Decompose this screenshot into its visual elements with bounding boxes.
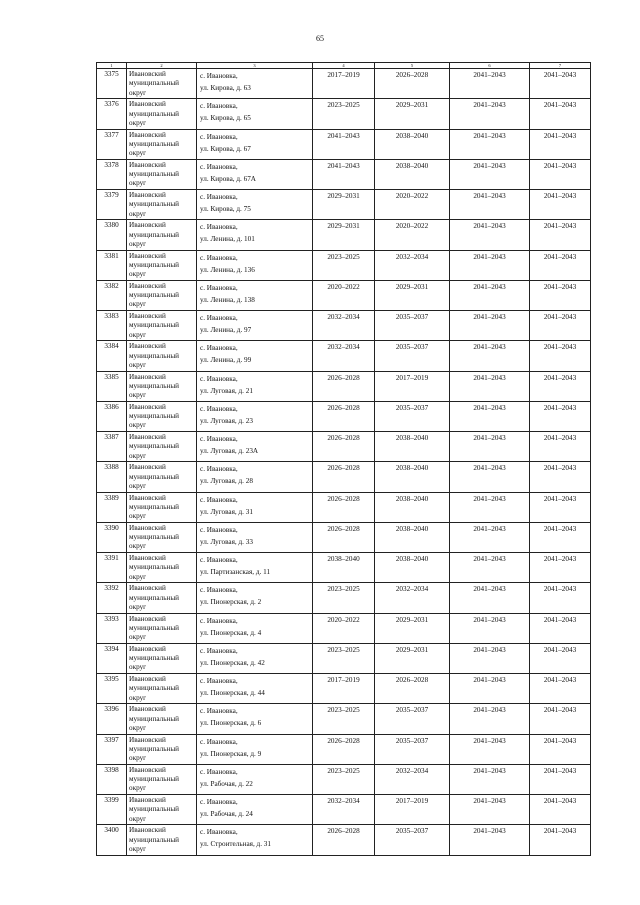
address-cell bbox=[197, 795, 313, 825]
period-d-cell: 2041–2043 bbox=[530, 311, 591, 341]
address-street: ул. Луговая, д. 33 bbox=[200, 537, 253, 546]
table-row bbox=[97, 704, 591, 734]
period-d-cell: 2041–2043 bbox=[530, 734, 591, 764]
period-d-cell: 2041–2043 bbox=[530, 462, 591, 492]
period-d-cell: 2041–2043 bbox=[530, 190, 591, 220]
district-cell: Ивановский муниципальный округ bbox=[127, 734, 197, 764]
district-cell: Ивановский муниципальный округ bbox=[127, 69, 197, 99]
district-cell: Ивановский муниципальный округ bbox=[127, 643, 197, 673]
address-locality: с. Ивановка, bbox=[200, 162, 238, 171]
address-street: ул. Кирова, д. 65 bbox=[200, 114, 251, 123]
address-locality: с. Ивановка, bbox=[200, 767, 238, 776]
row-number-cell: 3383 bbox=[97, 311, 127, 341]
period-c-cell: 2041–2043 bbox=[450, 553, 530, 583]
period-c-cell: 2041–2043 bbox=[450, 583, 530, 613]
period-a-cell: 2041–2043 bbox=[313, 159, 375, 189]
period-d-cell: 2041–2043 bbox=[530, 280, 591, 310]
column-number: 6 bbox=[450, 63, 530, 69]
period-c-cell: 2041–2043 bbox=[450, 492, 530, 522]
district-cell: Ивановский муниципальный округ bbox=[127, 341, 197, 371]
period-d-cell: 2041–2043 bbox=[530, 432, 591, 462]
address-cell bbox=[197, 250, 313, 280]
address-street: ул. Луговая, д. 21 bbox=[200, 386, 253, 395]
period-b-cell: 2038–2040 bbox=[375, 492, 450, 522]
table-row bbox=[97, 280, 591, 310]
period-b-cell: 2029–2031 bbox=[375, 280, 450, 310]
period-d-cell: 2041–2043 bbox=[530, 492, 591, 522]
period-d-cell: 2041–2043 bbox=[530, 159, 591, 189]
district-cell: Ивановский муниципальный округ bbox=[127, 583, 197, 613]
address-street: ул. Кирова, д. 63 bbox=[200, 84, 251, 92]
address-cell bbox=[197, 462, 313, 492]
column-number: 7 bbox=[530, 63, 591, 69]
row-number-cell: 3400 bbox=[97, 825, 127, 855]
period-d-cell: 2041–2043 bbox=[530, 220, 591, 250]
period-d-cell: 2041–2043 bbox=[530, 764, 591, 794]
period-a-cell: 2032–2034 bbox=[313, 311, 375, 341]
row-number-cell: 3381 bbox=[97, 250, 127, 280]
table-row bbox=[97, 69, 591, 99]
period-a-cell: 2020–2022 bbox=[313, 280, 375, 310]
district-cell: Ивановский муниципальный округ bbox=[127, 250, 197, 280]
address-street: ул. Пионерская, д. 44 bbox=[200, 689, 265, 697]
address-locality: с. Ивановка, bbox=[200, 314, 238, 322]
period-b-cell: 2035–2037 bbox=[375, 704, 450, 734]
address-street: ул. Строительная, д. 31 bbox=[200, 840, 271, 849]
address-cell bbox=[197, 492, 313, 522]
district-cell: Ивановский муниципальный округ bbox=[127, 825, 197, 855]
period-b-cell: 2032–2034 bbox=[375, 583, 450, 613]
address-locality: с. Ивановка, bbox=[200, 132, 238, 141]
table-row bbox=[97, 371, 591, 401]
period-b-cell: 2035–2037 bbox=[375, 341, 450, 371]
row-number-cell: 3378 bbox=[97, 159, 127, 189]
table-row bbox=[97, 462, 591, 492]
district-cell: Ивановский муниципальный округ bbox=[127, 764, 197, 794]
address-locality: с. Ивановка, bbox=[200, 283, 238, 292]
address-street: ул. Партизанская, д. 11 bbox=[200, 568, 271, 576]
address-locality: с. Ивановка, bbox=[200, 465, 238, 474]
table-row bbox=[97, 220, 591, 250]
period-b-cell: 2017–2019 bbox=[375, 371, 450, 401]
period-a-cell: 2032–2034 bbox=[313, 341, 375, 371]
table-row bbox=[97, 129, 591, 159]
district-cell: Ивановский муниципальный округ bbox=[127, 613, 197, 643]
address-cell bbox=[197, 764, 313, 794]
period-c-cell: 2041–2043 bbox=[450, 674, 530, 704]
address-locality: с. Ивановка, bbox=[200, 616, 238, 625]
period-d-cell: 2041–2043 bbox=[530, 583, 591, 613]
address-street: ул. Пионерская, д. 2 bbox=[200, 598, 262, 607]
table-row bbox=[97, 825, 591, 855]
district-cell: Ивановский муниципальный округ bbox=[127, 99, 197, 129]
period-d-cell: 2041–2043 bbox=[530, 825, 591, 855]
period-b-cell: 2020–2022 bbox=[375, 220, 450, 250]
period-a-cell: 2023–2025 bbox=[313, 583, 375, 613]
address-cell bbox=[197, 99, 313, 129]
table-row bbox=[97, 795, 591, 825]
period-a-cell: 2017–2019 bbox=[313, 674, 375, 704]
district-cell: Ивановский муниципальный округ bbox=[127, 704, 197, 734]
period-a-cell: 2041–2043 bbox=[313, 129, 375, 159]
period-d-cell: 2041–2043 bbox=[530, 643, 591, 673]
address-cell bbox=[197, 613, 313, 643]
period-a-cell: 2020–2022 bbox=[313, 613, 375, 643]
district-cell: Ивановский муниципальный округ bbox=[127, 553, 197, 583]
table-row bbox=[97, 583, 591, 613]
table-row bbox=[97, 553, 591, 583]
table-row bbox=[97, 492, 591, 522]
address-locality: с. Ивановка, bbox=[200, 737, 238, 746]
address-locality: с. Ивановка, bbox=[200, 798, 238, 806]
period-d-cell: 2041–2043 bbox=[530, 795, 591, 825]
address-cell bbox=[197, 583, 313, 613]
period-a-cell: 2026–2028 bbox=[313, 462, 375, 492]
period-c-cell: 2041–2043 bbox=[450, 643, 530, 673]
period-c-cell: 2041–2043 bbox=[450, 341, 530, 371]
period-c-cell: 2041–2043 bbox=[450, 613, 530, 643]
address-cell bbox=[197, 522, 313, 552]
address-locality: с. Ивановка, bbox=[200, 525, 238, 534]
district-cell: Ивановский муниципальный округ bbox=[127, 795, 197, 825]
address-locality: с. Ивановка, bbox=[200, 556, 238, 564]
district-cell: Ивановский муниципальный округ bbox=[127, 280, 197, 310]
address-street: ул. Ленина, д. 101 bbox=[200, 235, 255, 244]
address-cell bbox=[197, 553, 313, 583]
address-cell bbox=[197, 704, 313, 734]
period-d-cell: 2041–2043 bbox=[530, 674, 591, 704]
table-row bbox=[97, 401, 591, 431]
address-cell bbox=[197, 280, 313, 310]
district-cell: Ивановский муниципальный округ bbox=[127, 674, 197, 704]
period-d-cell: 2041–2043 bbox=[530, 371, 591, 401]
period-b-cell: 2038–2040 bbox=[375, 553, 450, 583]
period-a-cell: 2026–2028 bbox=[313, 734, 375, 764]
period-c-cell: 2041–2043 bbox=[450, 159, 530, 189]
period-c-cell: 2041–2043 bbox=[450, 401, 530, 431]
row-number-cell: 3396 bbox=[97, 704, 127, 734]
address-locality: с. Ивановка, bbox=[200, 102, 238, 111]
period-a-cell: 2026–2028 bbox=[313, 825, 375, 855]
address-street: ул. Ленина, д. 136 bbox=[200, 265, 255, 274]
row-number-cell: 3394 bbox=[97, 643, 127, 673]
row-number-cell: 3393 bbox=[97, 613, 127, 643]
table-row bbox=[97, 250, 591, 280]
period-b-cell: 2038–2040 bbox=[375, 432, 450, 462]
district-cell: Ивановский муниципальный округ bbox=[127, 129, 197, 159]
table-row bbox=[97, 432, 591, 462]
address-street: ул. Пионерская, д. 42 bbox=[200, 658, 265, 667]
address-locality: с. Ивановка, bbox=[200, 435, 238, 443]
period-b-cell: 2029–2031 bbox=[375, 643, 450, 673]
period-b-cell: 2035–2037 bbox=[375, 825, 450, 855]
address-cell bbox=[197, 129, 313, 159]
period-c-cell: 2041–2043 bbox=[450, 311, 530, 341]
period-a-cell: 2032–2034 bbox=[313, 795, 375, 825]
period-a-cell: 2038–2040 bbox=[313, 553, 375, 583]
address-street: ул. Луговая, д. 28 bbox=[200, 477, 253, 486]
period-b-cell: 2038–2040 bbox=[375, 159, 450, 189]
column-number: 4 bbox=[313, 63, 375, 69]
row-number-cell: 3377 bbox=[97, 129, 127, 159]
row-number-cell: 3395 bbox=[97, 674, 127, 704]
address-locality: с. Ивановка, bbox=[200, 72, 238, 80]
address-locality: с. Ивановка, bbox=[200, 586, 238, 595]
address-cell bbox=[197, 825, 313, 855]
period-b-cell: 2035–2037 bbox=[375, 401, 450, 431]
row-number-cell: 3397 bbox=[97, 734, 127, 764]
row-number-cell: 3387 bbox=[97, 432, 127, 462]
address-locality: с. Ивановка, bbox=[200, 193, 238, 201]
row-number-cell: 3398 bbox=[97, 764, 127, 794]
table-row bbox=[97, 522, 591, 552]
district-cell: Ивановский муниципальный округ bbox=[127, 311, 197, 341]
period-a-cell: 2026–2028 bbox=[313, 492, 375, 522]
row-number-cell: 3390 bbox=[97, 522, 127, 552]
period-d-cell: 2041–2043 bbox=[530, 613, 591, 643]
period-b-cell: 2032–2034 bbox=[375, 250, 450, 280]
address-locality: с. Ивановка, bbox=[200, 253, 238, 262]
district-cell: Ивановский муниципальный округ bbox=[127, 492, 197, 522]
period-a-cell: 2023–2025 bbox=[313, 250, 375, 280]
row-number-cell: 3385 bbox=[97, 371, 127, 401]
address-cell bbox=[197, 674, 313, 704]
address-locality: с. Ивановка, bbox=[200, 707, 238, 716]
address-street: ул. Кирова, д. 67А bbox=[200, 174, 256, 183]
table-row bbox=[97, 190, 591, 220]
period-c-cell: 2041–2043 bbox=[450, 129, 530, 159]
period-c-cell: 2041–2043 bbox=[450, 371, 530, 401]
address-street: ул. Ленина, д. 99 bbox=[200, 356, 252, 365]
row-number-cell: 3391 bbox=[97, 553, 127, 583]
period-b-cell: 2026–2028 bbox=[375, 674, 450, 704]
address-street: ул. Луговая, д. 23А bbox=[200, 447, 259, 455]
address-locality: с. Ивановка, bbox=[200, 223, 238, 232]
address-street: ул. Пионерская, д. 9 bbox=[200, 749, 262, 758]
period-d-cell: 2041–2043 bbox=[530, 401, 591, 431]
table-row bbox=[97, 341, 591, 371]
period-d-cell: 2041–2043 bbox=[530, 69, 591, 99]
period-c-cell: 2041–2043 bbox=[450, 99, 530, 129]
page-number: 65 bbox=[316, 34, 324, 43]
period-b-cell: 2017–2019 bbox=[375, 795, 450, 825]
table-row bbox=[97, 674, 591, 704]
period-d-cell: 2041–2043 bbox=[530, 99, 591, 129]
period-a-cell: 2026–2028 bbox=[313, 522, 375, 552]
address-street: ул. Рабочая, д. 22 bbox=[200, 779, 253, 788]
period-a-cell: 2026–2028 bbox=[313, 401, 375, 431]
period-d-cell: 2041–2043 bbox=[530, 341, 591, 371]
period-a-cell: 2023–2025 bbox=[313, 704, 375, 734]
row-number-cell: 3388 bbox=[97, 462, 127, 492]
district-cell: Ивановский муниципальный округ bbox=[127, 522, 197, 552]
period-c-cell: 2041–2043 bbox=[450, 522, 530, 552]
address-street: ул. Ленина, д. 138 bbox=[200, 295, 255, 304]
district-cell: Ивановский муниципальный округ bbox=[127, 190, 197, 220]
row-number-cell: 3380 bbox=[97, 220, 127, 250]
period-c-cell: 2041–2043 bbox=[450, 795, 530, 825]
period-b-cell: 2029–2031 bbox=[375, 99, 450, 129]
address-cell bbox=[197, 190, 313, 220]
address-cell bbox=[197, 220, 313, 250]
row-number-cell: 3382 bbox=[97, 280, 127, 310]
period-c-cell: 2041–2043 bbox=[450, 280, 530, 310]
period-a-cell: 2029–2031 bbox=[313, 220, 375, 250]
address-locality: с. Ивановка, bbox=[200, 828, 238, 837]
column-number: 3 bbox=[197, 63, 313, 69]
address-street: ул. Кирова, д. 67 bbox=[200, 144, 251, 153]
period-d-cell: 2041–2043 bbox=[530, 553, 591, 583]
address-cell bbox=[197, 311, 313, 341]
district-cell: Ивановский муниципальный округ bbox=[127, 371, 197, 401]
row-number-cell: 3379 bbox=[97, 190, 127, 220]
address-locality: с. Ивановка, bbox=[200, 374, 238, 383]
row-number-cell: 3384 bbox=[97, 341, 127, 371]
column-number: 5 bbox=[375, 63, 450, 69]
table-row bbox=[97, 159, 591, 189]
row-number-cell: 3386 bbox=[97, 401, 127, 431]
period-d-cell: 2041–2043 bbox=[530, 250, 591, 280]
address-cell bbox=[197, 69, 313, 99]
address-street: ул. Ленина, д. 97 bbox=[200, 326, 252, 334]
period-b-cell: 2032–2034 bbox=[375, 764, 450, 794]
row-number-cell: 3376 bbox=[97, 99, 127, 129]
period-b-cell: 2029–2031 bbox=[375, 613, 450, 643]
address-street: ул. Луговая, д. 31 bbox=[200, 507, 253, 516]
row-number-cell: 3392 bbox=[97, 583, 127, 613]
period-b-cell: 2038–2040 bbox=[375, 129, 450, 159]
period-c-cell: 2041–2043 bbox=[450, 250, 530, 280]
address-cell bbox=[197, 734, 313, 764]
address-cell bbox=[197, 371, 313, 401]
period-a-cell: 2026–2028 bbox=[313, 371, 375, 401]
district-cell: Ивановский муниципальный округ bbox=[127, 220, 197, 250]
table-row bbox=[97, 99, 591, 129]
period-a-cell: 2017–2019 bbox=[313, 69, 375, 99]
period-b-cell: 2026–2028 bbox=[375, 69, 450, 99]
address-cell bbox=[197, 159, 313, 189]
period-a-cell: 2023–2025 bbox=[313, 764, 375, 794]
address-street: ул. Пионерская, д. 6 bbox=[200, 719, 262, 728]
district-cell: Ивановский муниципальный округ bbox=[127, 401, 197, 431]
period-c-cell: 2041–2043 bbox=[450, 764, 530, 794]
address-street: ул. Рабочая, д. 24 bbox=[200, 810, 253, 818]
district-cell: Ивановский муниципальный округ bbox=[127, 462, 197, 492]
district-cell: Ивановский муниципальный округ bbox=[127, 159, 197, 189]
address-cell bbox=[197, 341, 313, 371]
district-cell: Ивановский муниципальный округ bbox=[127, 432, 197, 462]
address-cell bbox=[197, 401, 313, 431]
address-street: ул. Пионерская, д. 4 bbox=[200, 628, 262, 637]
address-locality: с. Ивановка, bbox=[200, 646, 238, 655]
table-row bbox=[97, 311, 591, 341]
address-locality: с. Ивановка, bbox=[200, 344, 238, 353]
period-a-cell: 2026–2028 bbox=[313, 432, 375, 462]
period-c-cell: 2041–2043 bbox=[450, 462, 530, 492]
period-a-cell: 2023–2025 bbox=[313, 643, 375, 673]
period-a-cell: 2023–2025 bbox=[313, 99, 375, 129]
period-d-cell: 2041–2043 bbox=[530, 522, 591, 552]
period-b-cell: 2038–2040 bbox=[375, 462, 450, 492]
period-c-cell: 2041–2043 bbox=[450, 825, 530, 855]
period-d-cell: 2041–2043 bbox=[530, 129, 591, 159]
column-number: 2 bbox=[127, 63, 197, 69]
period-c-cell: 2041–2043 bbox=[450, 734, 530, 764]
period-c-cell: 2041–2043 bbox=[450, 220, 530, 250]
period-a-cell: 2029–2031 bbox=[313, 190, 375, 220]
period-b-cell: 2020–2022 bbox=[375, 190, 450, 220]
address-cell bbox=[197, 643, 313, 673]
period-b-cell: 2035–2037 bbox=[375, 734, 450, 764]
address-locality: с. Ивановка, bbox=[200, 677, 238, 685]
period-c-cell: 2041–2043 bbox=[450, 69, 530, 99]
address-locality: с. Ивановка, bbox=[200, 495, 238, 504]
address-locality: с. Ивановка, bbox=[200, 404, 238, 413]
table-body bbox=[97, 69, 591, 856]
row-number-cell: 3399 bbox=[97, 795, 127, 825]
address-street: ул. Кирова, д. 75 bbox=[200, 205, 251, 213]
table-row bbox=[97, 613, 591, 643]
address-street: ул. Луговая, д. 23 bbox=[200, 416, 253, 425]
address-cell bbox=[197, 432, 313, 462]
period-c-cell: 2041–2043 bbox=[450, 190, 530, 220]
row-number-cell: 3389 bbox=[97, 492, 127, 522]
schedule-table bbox=[96, 62, 591, 856]
column-number: 1 bbox=[97, 63, 127, 69]
period-c-cell: 2041–2043 bbox=[450, 432, 530, 462]
period-c-cell: 2041–2043 bbox=[450, 704, 530, 734]
table-row bbox=[97, 734, 591, 764]
period-d-cell: 2041–2043 bbox=[530, 704, 591, 734]
table-row bbox=[97, 643, 591, 673]
row-number-cell: 3375 bbox=[97, 69, 127, 99]
table-row bbox=[97, 764, 591, 794]
period-b-cell: 2038–2040 bbox=[375, 522, 450, 552]
period-b-cell: 2035–2037 bbox=[375, 311, 450, 341]
